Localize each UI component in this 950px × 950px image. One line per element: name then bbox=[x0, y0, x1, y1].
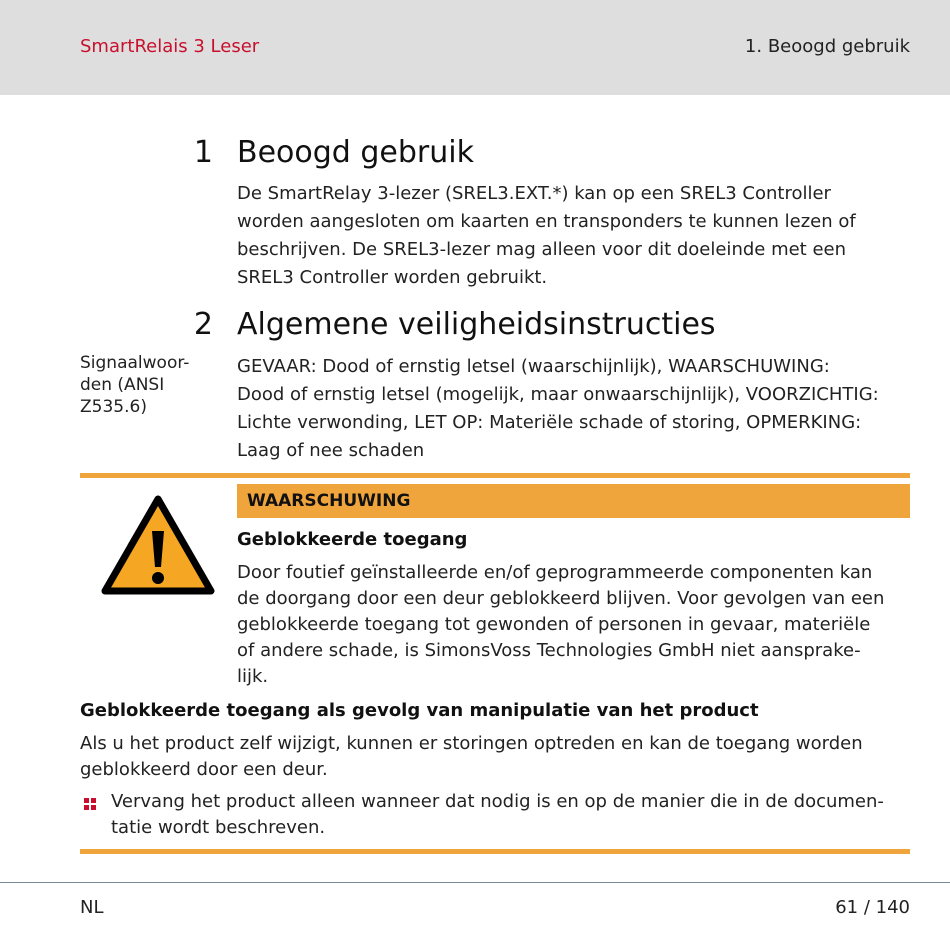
text-line: de doorgang door een deur geblokkeerd blijven. Voor gevolgen van een bbox=[237, 588, 885, 609]
warning-top-rule bbox=[80, 473, 910, 478]
text-line: of andere schade, is SimonsVoss Technologies GmbH niet aansprake- bbox=[237, 640, 861, 661]
footer-divider bbox=[0, 882, 950, 883]
section-2-number: 2 bbox=[193, 307, 213, 342]
section-2-body bbox=[237, 353, 879, 465]
warning-label-bar bbox=[237, 484, 910, 518]
text-line: Laag of nee schaden bbox=[237, 440, 425, 461]
text-line: De SmartRelay 3-lezer (SREL3.EXT.*) kan op een SREL3 Controller bbox=[237, 183, 831, 204]
warning-body bbox=[237, 560, 884, 690]
text-line: geblokkeerd door een deur. bbox=[80, 759, 328, 780]
text-line: Dood of ernstig letsel (mogelijk, maar onwaarschijnlijk), VOORZICHTIG: bbox=[237, 384, 879, 405]
red-square-bullet-icon bbox=[84, 798, 96, 810]
text-line: beschrijven. De SREL3-lezer mag alleen voor dit doeleinde met een bbox=[237, 239, 847, 260]
warning-bottom-rule bbox=[80, 849, 910, 854]
text-line: Lichte verwonding, LET OP: Materiële schade of storing, OPMERKING: bbox=[237, 412, 862, 433]
text-line: geblokkeerde toegang tot gewonden of personen in gevaar, materiële bbox=[237, 614, 871, 635]
page-header bbox=[0, 0, 950, 95]
warning-label: WAARSCHUWING bbox=[247, 491, 411, 511]
side-label-line: Signaalwoor- bbox=[80, 353, 190, 373]
text-line: Vervang het product alleen wanneer dat nodig is en op de manier die in de documen- bbox=[111, 791, 884, 812]
section-1-body bbox=[237, 180, 856, 292]
text-line: SREL3 Controller worden gebruikt. bbox=[237, 267, 548, 288]
header-section-title: 1. Beoogd gebruik bbox=[744, 36, 910, 57]
text-line: Door foutief geïnstalleerde en/of geprogrammeerde componenten kan bbox=[237, 562, 873, 583]
section-2-title: Algemene veiligheidsinstructies bbox=[237, 307, 716, 342]
warning-triangle-icon bbox=[101, 495, 215, 595]
manipulation-body bbox=[80, 731, 863, 783]
text-line: Als u het product zelf wijzigt, kunnen er storingen optreden en kan de toegang worden bbox=[80, 733, 863, 754]
header-product-title: SmartRelais 3 Leser bbox=[80, 36, 260, 57]
manipulation-title: Geblokkeerde toegang als gevolg van manipulatie van het product bbox=[80, 700, 759, 721]
manipulation-bullet bbox=[111, 789, 884, 841]
section-1-number: 1 bbox=[193, 135, 213, 170]
footer-page-number: 61 / 140 bbox=[835, 897, 910, 918]
side-label-line: Z535.6) bbox=[80, 397, 147, 417]
text-line: tatie wordt beschreven. bbox=[111, 817, 326, 838]
text-line: GEVAAR: Dood of ernstig letsel (waarschijnlijk), WAARSCHUWING: bbox=[237, 356, 830, 377]
signal-words-side-label bbox=[80, 352, 220, 418]
warning-title: Geblokkeerde toegang bbox=[237, 529, 468, 550]
side-label-line: den (ANSI bbox=[80, 375, 165, 395]
text-line: worden aangesloten om kaarten en transponders te kunnen lezen of bbox=[237, 211, 856, 232]
section-1-title: Beoogd gebruik bbox=[237, 135, 474, 170]
text-line: lijk. bbox=[237, 666, 269, 687]
footer-language: NL bbox=[80, 897, 104, 918]
